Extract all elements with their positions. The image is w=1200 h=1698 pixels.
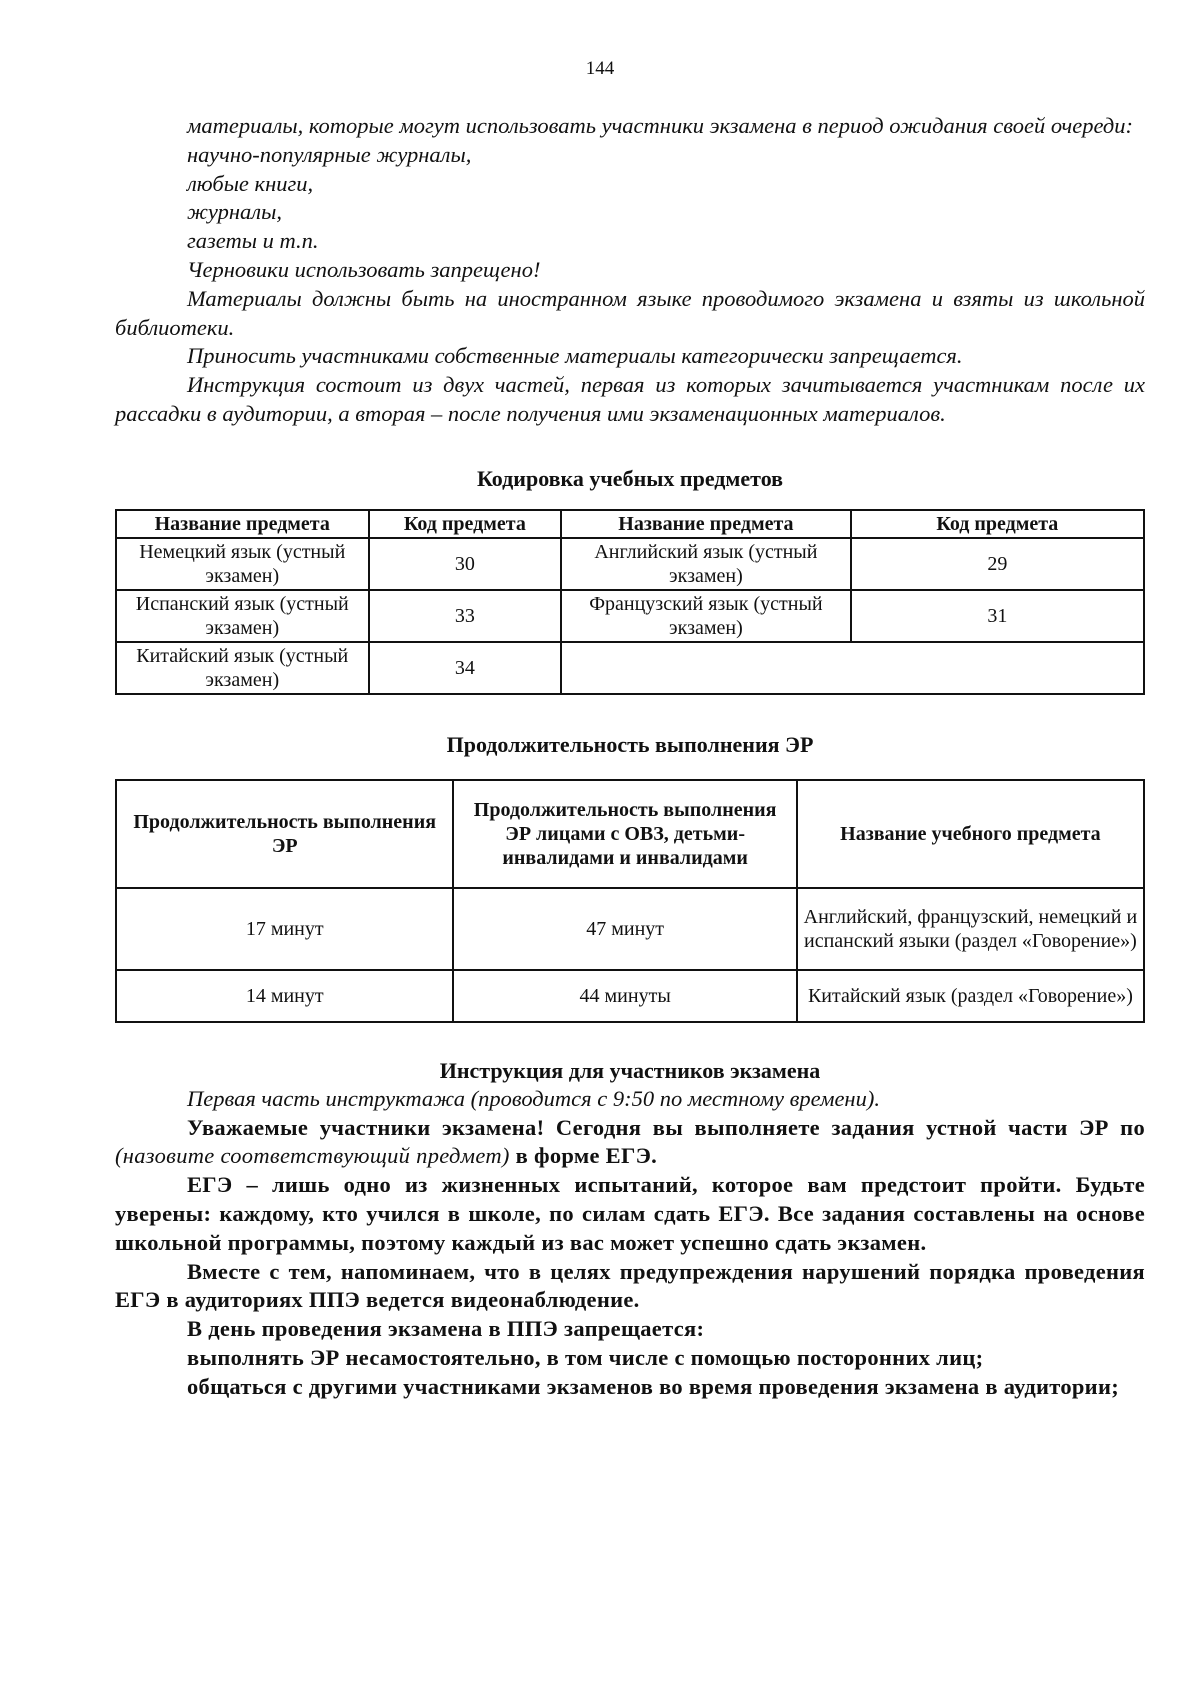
greeting-paragraph: [115, 1114, 1145, 1172]
ege-paragraph: ЕГЭ – лишь одно из жизненных испытаний, которое вам предстоит пройти. Будьте уверены: каждому, кто учился в школе, по силам сдать ЕГЭ. Все задания составлены на основе школьной программы, поэтому каждый из вас может успешно сдать экзамен.: [115, 1172, 1145, 1255]
table-cell: 14 минут: [116, 970, 453, 1022]
column-header: Продолжительность выполнения ЭР лицами с ОВЗ, детьми-инвалидами и инвалидами: [453, 780, 796, 888]
list-item: научно-популярные журналы,: [187, 141, 472, 167]
table-cell: 30: [369, 538, 562, 590]
materials-paragraph: Материалы должны быть на иностранном языке проводимого экзамена и взяты из школьной библиотеки.: [115, 285, 1145, 340]
column-header: Название учебного предмета: [797, 780, 1144, 888]
table-cell: Немецкий язык (устный экзамен): [116, 538, 369, 590]
list-item: газеты и т.п.: [187, 228, 319, 254]
instruction-subtitle: Первая часть инструктажа (проводится с 9:50 по местному времени).: [187, 1085, 880, 1111]
duration-table: [115, 779, 1145, 1023]
subject-placeholder: (назовите соответствующий предмет): [115, 1143, 510, 1169]
intro-paragraph: материалы, которые могут использовать участники экзамена в период ожидания своей очереди:: [187, 113, 1134, 138]
table-cell: Китайский язык (устный экзамен): [116, 642, 369, 694]
table-row: [116, 888, 1144, 970]
list-item: журналы,: [187, 199, 282, 225]
table-cell: Французский язык (устный экзамен): [561, 590, 850, 642]
table-cell: 44 минуты: [453, 970, 796, 1022]
table-row: [116, 970, 1144, 1022]
table-cell: 29: [851, 538, 1144, 590]
table-cell: Английский, французский, немецкий и испанский языки (раздел «Говорение»): [797, 888, 1144, 970]
table-cell: 34: [369, 642, 562, 694]
duration-table-title: Продолжительность выполнения ЭР: [446, 731, 814, 757]
column-header: Название предмета: [561, 510, 850, 538]
greeting-text: Уважаемые участники экзамена! Сегодня вы выполняете задания устной части ЭР по: [187, 1114, 1145, 1140]
column-header: Код предмета: [851, 510, 1144, 538]
table-cell: Испанский язык (устный экзамен): [116, 590, 369, 642]
column-header: Код предмета: [369, 510, 562, 538]
instruction-parts-paragraph: Инструкция состоит из двух частей, первая из которых зачитывается участникам после их рассадки в аудитории, а вторая – после получения ими экзаменационных материалов.: [115, 372, 1145, 426]
prohibited-item: выполнять ЭР несамостоятельно, в том числе с помощью посторонних лиц;: [187, 1344, 984, 1370]
table-header-row: [116, 510, 1144, 538]
drafts-warning: Черновики использовать запрещено!: [187, 256, 541, 282]
list-item: любые книги,: [187, 170, 314, 196]
prohibited-heading: В день проведения экзамена в ППЭ запрещается:: [187, 1316, 705, 1342]
table-cell: Китайский язык (раздел «Говорение»): [797, 970, 1144, 1022]
column-header: Продолжительность выполнения ЭР: [116, 780, 453, 888]
coding-table: [115, 509, 1145, 695]
coding-table-title: Кодировка учебных предметов: [476, 465, 784, 491]
video-paragraph: Вместе с тем, напоминаем, что в целях предупреждения нарушений порядка проведения ЕГЭ в аудиториях ППЭ ведется видеонаблюдение.: [115, 1258, 1145, 1313]
table-row: [116, 538, 1144, 590]
table-row: [116, 590, 1144, 642]
table-cell: 31: [851, 590, 1144, 642]
table-cell: Английский язык (устный экзамен): [561, 538, 850, 590]
prohibited-item: общаться с другими участниками экзаменов во время проведения экзамена в аудитории;: [187, 1373, 1120, 1399]
table-row: [116, 642, 1144, 694]
empty-cell: [561, 642, 1144, 694]
greeting-tail: в форме ЕГЭ.: [509, 1143, 658, 1169]
table-header-row: [116, 780, 1144, 888]
instruction-title: Инструкция для участников экзамена: [439, 1057, 821, 1083]
page-content: [115, 112, 1145, 1402]
own-materials-paragraph: Приносить участниками собственные материалы категорически запрещается.: [187, 343, 963, 369]
page-number: 144: [585, 58, 615, 79]
table-cell: 17 минут: [116, 888, 453, 970]
column-header: Название предмета: [116, 510, 369, 538]
table-cell: 47 минут: [453, 888, 796, 970]
table-cell: 33: [369, 590, 562, 642]
